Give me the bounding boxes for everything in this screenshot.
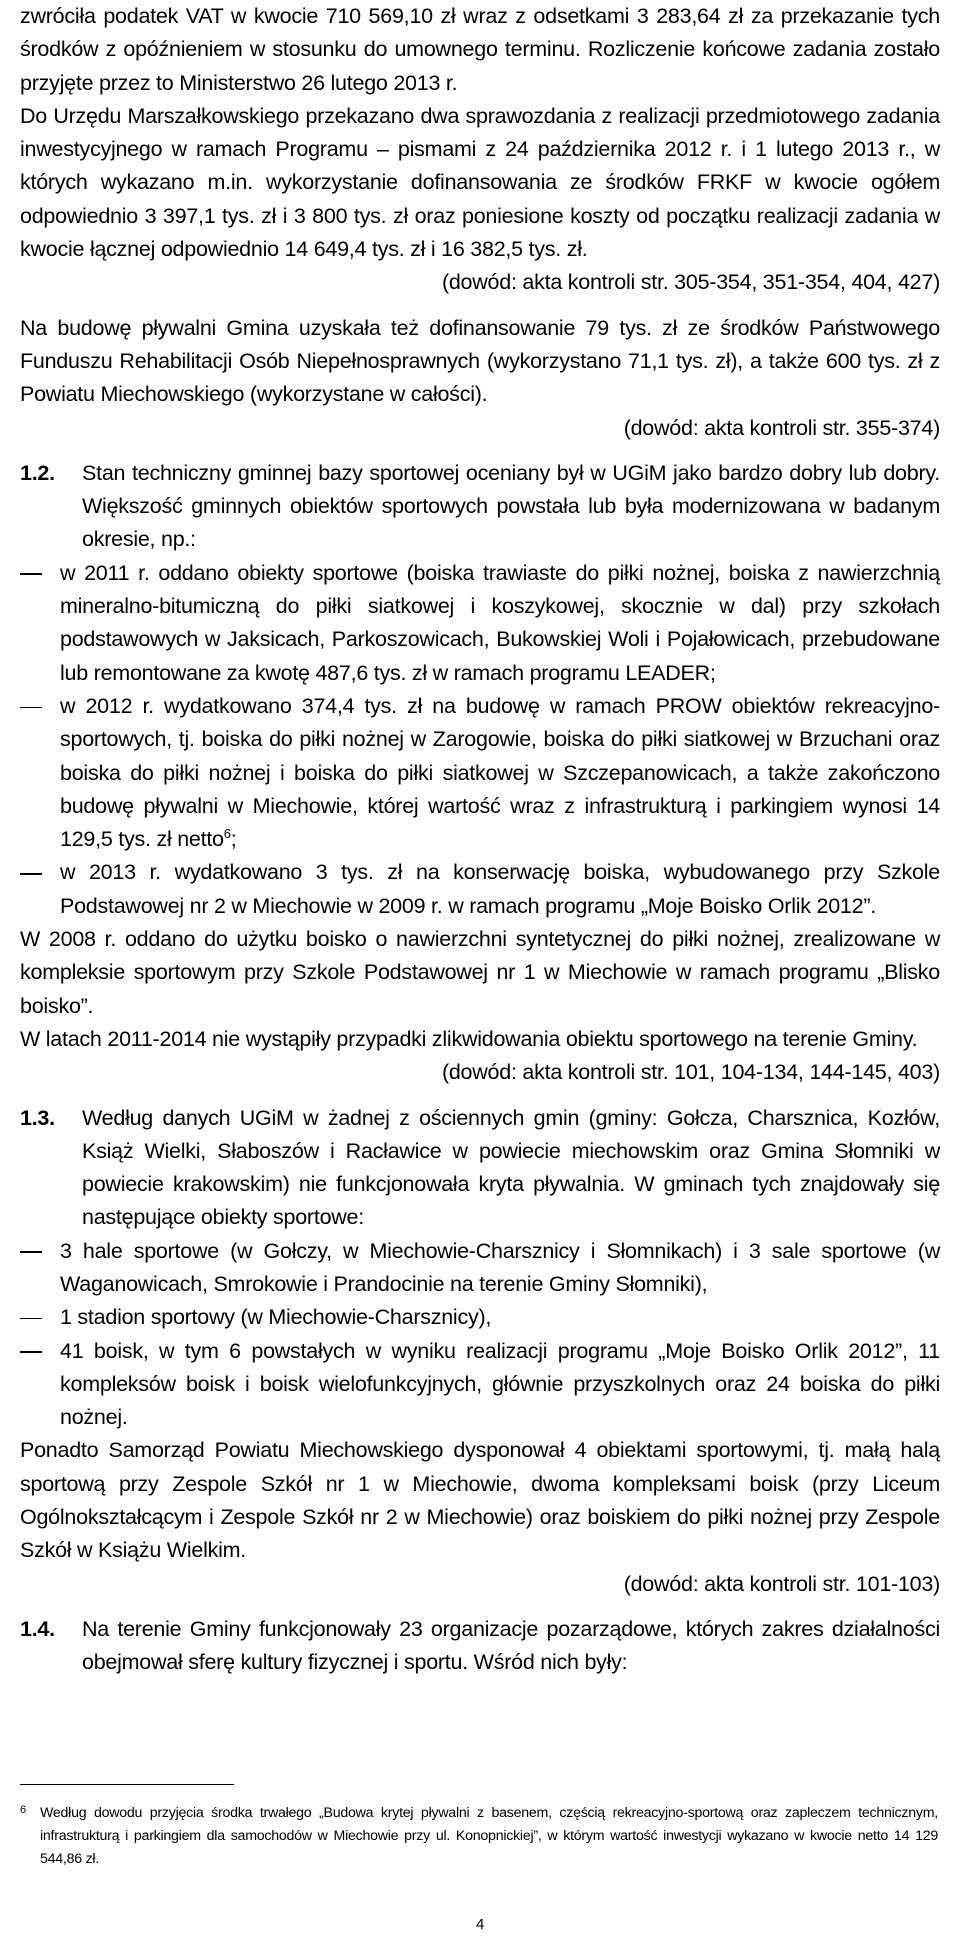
section-number: 1.2. (20, 460, 55, 485)
page-number: 4 (475, 1916, 485, 1933)
section-number: 1.4. (20, 1616, 55, 1641)
list-item: 3 hale sportowe (w Gołczy, w Miechowie-Charsznicy i Słomnikach) i 3 sale sportowe (w Waganowicach, Smrokowie i Prandocinie na terenie Gminy Słomniki), (20, 1235, 940, 1302)
section-text: Według danych UGiM w żadnej z ościennych gmin (gminy: Gołcza, Charsznica, Kozłów, Książ Wielki, Słaboszów i Racławice w powiecie miechowskim oraz Gmina Słomniki w powiecie krakowskim) nie funkcjonowała kryta pływalnia. W gminach tych znajdowały się następujące obiekty sportowe: (82, 1105, 940, 1230)
dash-bullet-icon (20, 1235, 60, 1302)
paragraph: Ponadto Samorząd Powiatu Miechowskiego dysponował 4 obiektami sportowymi, tj. małą halą sportową przy Zespole Szkół nr 1 w Miechowie, dwoma kompleksami boisk (przy Liceum Ogólnokształcącym i Zespole Szkół nr 2 w Miechowie) oraz boiskiem do piłki nożnej przy Zespole Szkół w Książu Wielkim. (20, 1438, 940, 1563)
section-1-3 (20, 1102, 940, 1235)
dash-bullet-icon (20, 557, 60, 690)
evidence-reference: (dowód: akta kontroli str. 101-103) (623, 1571, 940, 1596)
dash-list (20, 1235, 940, 1435)
list-item: 1 stadion sportowy (w Miechowie-Charsznicy), (20, 1301, 940, 1334)
evidence-reference: (dowód: akta kontroli str. 355-374) (623, 415, 940, 440)
dash-bullet-icon (20, 856, 60, 923)
evidence-reference: (dowód: akta kontroli str. 305-354, 351-354, 404, 427) (441, 270, 940, 295)
footnote-ref: 6 (223, 825, 231, 841)
section-1-2 (20, 457, 940, 557)
dash-bullet-icon (20, 1301, 60, 1334)
list-item: w 2013 r. wydatkowano 3 tys. zł na konserwację boiska, wybudowanego przy Szkole Podstawowej nr 2 w Miechowie w 2009 r. w ramach programu „Moje Boisko Orlik 2012”. (20, 856, 940, 923)
list-item: 41 boisk, w tym 6 powstałych w wyniku realizacji programu „Moje Boisko Orlik 2012”, 11 kompleksów boisk i boisk wielofunkcyjnych, głównie przyszkolnych oraz 24 boiska do piłki nożnej. (20, 1335, 940, 1435)
paragraph: W latach 2011-2014 nie wystąpiły przypadki zlikwidowania obiektu sportowego na terenie Gminy. (20, 1026, 918, 1051)
section-text: Na terenie Gminy funkcjonowały 23 organizacje pozarządowe, których zakres działalności obejmował sferę kultury fizycznej i sportu. Wśród nich były: (82, 1616, 940, 1675)
dash-bullet-icon (20, 690, 60, 856)
list-item: w 2011 r. oddano obiekty sportowe (boiska trawiaste do piłki nożnej, boiska z nawierzchnią mineralno-bitumiczną do piłki siatkowej i koszykowej, skocznie w dal) przy szkołach podstawowych w Jaksicach, Parkoszowicach, Bukowskiej Woli i Pojałowicach, przebudowane lub remontowane za kwotę 487,6 tys. zł w ramach programu LEADER; (20, 557, 940, 690)
paragraph: W 2008 r. oddano do użytku boisko o nawierzchni syntetycznej do piłki nożnej, zrealizowane w kompleksie sportowym przy Szkole Podstawowej nr 1 w Miechowie w ramach programu „Blisko boisko”. (20, 927, 940, 1018)
paragraph: Na budowę pływalni Gmina uzyskała też dofinansowanie 79 tys. zł ze środków Państwowego Funduszu Rehabilitacji Osób Niepełnosprawnych (wykorzystano 71,1 tys. zł), a także 600 tys. zł z Powiatu Miechowskiego (wykorzystane w całości). (20, 315, 940, 407)
section-number: 1.3. (20, 1105, 55, 1130)
section-text: Stan techniczny gminnej bazy sportowej oceniany był w UGiM jako bardzo dobry lub dobry. Większość gminnych obiektów sportowych powstała lub była modernizowana w badanym okresie, np.: (82, 460, 940, 552)
dash-bullet-icon (20, 1335, 60, 1435)
list-item: w 2012 r. wydatkowano 374,4 tys. zł na budowę w ramach PROW obiektów rekreacyjno-sportowych, tj. boiska do piłki nożnej w Zarogowie, boiska do piłki siatkowej w Brzuchani oraz boiska do piłki nożnej i boiska do piłki siatkowej w Szczepanowicach, a także zakończono budowę pływalni w Miechowie, której wartość wraz z infrastrukturą i parkingiem wynosi 14 129,5 tys. zł netto$^6$; (20, 690, 940, 856)
footnote-number: 6 (20, 1804, 26, 1816)
paragraph: Do Urzędu Marszałkowskiego przekazano dwa sprawozdania z realizacji przedmiotowego zadania inwestycyjnego w ramach Programu – pismami z 24 października 2012 r. i 1 lutego 2013 r., w których wykazano m.in. wykorzystanie dofinansowania ze środków FRKF w kwocie ogółem odpowiednio 3 397,1 tys. zł i 3 800 tys. zł oraz poniesione koszty od początku realizacji zadania w kwocie łącznej odpowiednio 14 649,4 tys. zł i 16 382,5 tys. zł. (20, 103, 940, 262)
footnote-divider (20, 1784, 234, 1785)
evidence-reference: (dowód: akta kontroli str. 101, 104-134, 144-145, 403) (441, 1060, 940, 1085)
footnote (20, 1802, 938, 1871)
dash-list (20, 557, 940, 923)
paragraph: zwróciła podatek VAT w kwocie 710 569,10 zł wraz z odsetkami 3 283,64 zł za przekazanie tych środków z opóźnieniem w stosunku do umownego terminu. Rozliczenie końcowe zadania zostało przyjęte przez to Ministerstwo 26 lutego 2013 r. (20, 4, 940, 95)
footnote-text: Według dowodu przyjęcia środka trwałego „Budowa krytej pływalni z basenem, częścią rekreacyjno-sportową oraz zapleczem technicznym, infrastrukturą i parkingiem dla samochodów w Miechowie przy ul. Konopnickiej”, w którym wartość inwestycji wykazano w kwocie netto 14 129 544,86 zł. (40, 1805, 938, 1867)
section-1-4 (20, 1613, 940, 1680)
